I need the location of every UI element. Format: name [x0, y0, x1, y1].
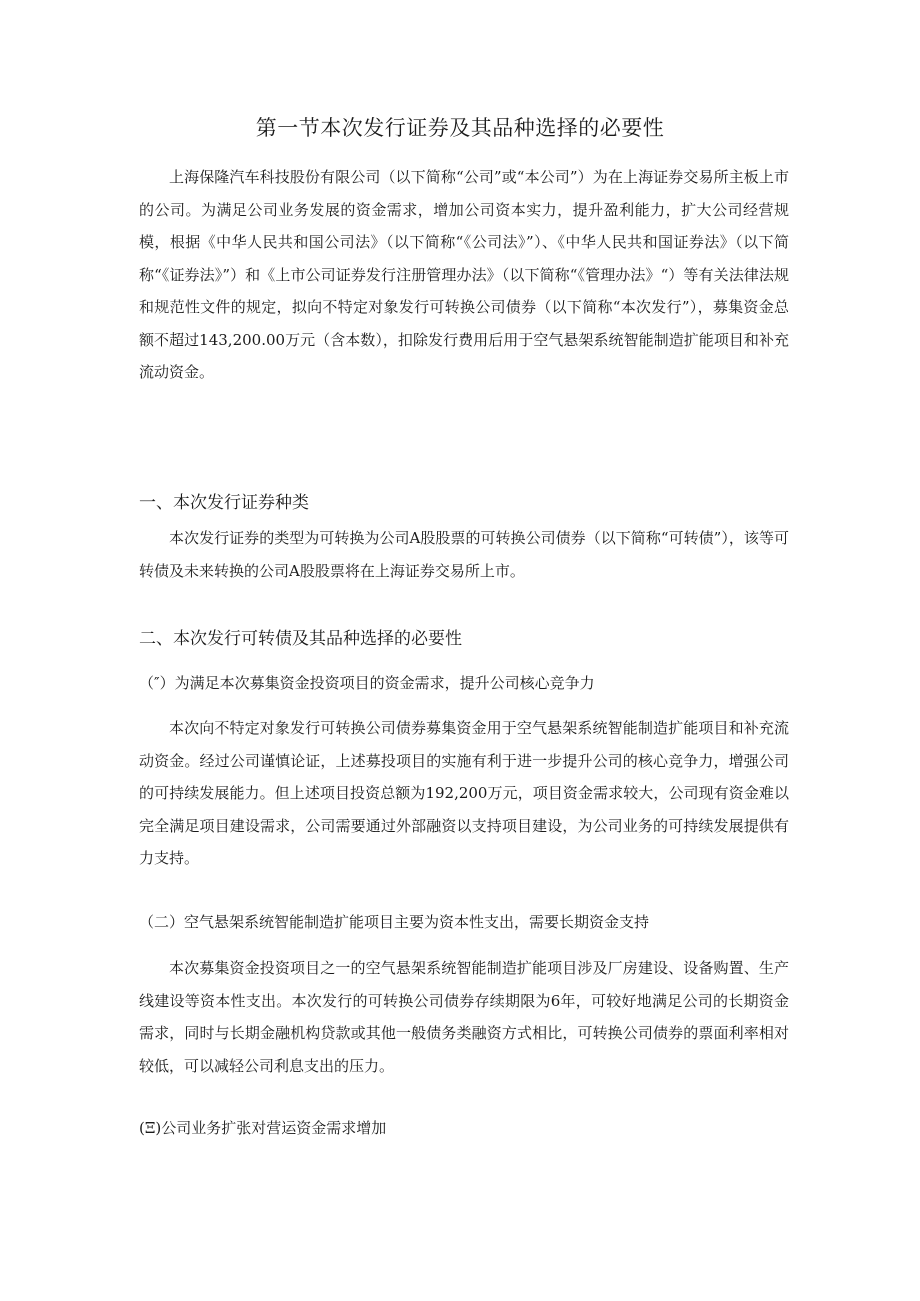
intro-paragraph: 上海保隆汽车科技股份有限公司（以下简称“公司”或“本公司”）为在上海证券交易所主板上市的公司。为满足公司业务发展的资金需求，增加公司资本实力，提升盈利能力，扩大公司经营规模，根据《中华人民共和国公司法》（以下简称“《公司法》”）、《中华人民共和国证券法》（以下简称“《证券法》”）和《上市公司证券发行注册管理办法》（以下简称“《管理办法》“）等有关法律法规和规范性文件的规定，拟向不特定对象发行可转换公司债券（以下简称“本次发行”），募集资金总额不超过143,200.00万元（含本数），扣除发行费用后用于空气悬架系统智能制造扩能项目和补充流动资金。	[139, 168, 789, 381]
subsection-3-heading: (Ξ)公司业务扩张对营运资金需求增加	[139, 1119, 387, 1137]
section-2-heading: 二、本次发行可转债及其品种选择的必要性	[139, 629, 462, 649]
subsection-2-paragraph: 本次募集资金投资项目之一的空气悬架系统智能制造扩能项目涉及厂房建设、设备购置、生产线建设等资本性支出。本次发行的可转换公司债券存续期限为6年，可较好地满足公司的长期资金需求，同时与长期金融机构贷款或其他一般债务类融资方式相比，可转换公司债券的票面利率相对较低，可以减轻公司利息支出的压力。	[139, 959, 789, 1075]
subsection-1-paragraph: 本次向不特定对象发行可转换公司债券募集资金用于空气悬架系统智能制造扩能项目和补充流动资金。经过公司谨慎论证，上述募投项目的实施有利于进一步提升公司的核心竞争力，增强公司的可持续发展能力。但上述项目投资总额为192,200万元，项目资金需求较大，公司现有资金难以完全满足项目建设需求，公司需要通过外部融资以支持项目建设，为公司业务的可持续发展提供有力支持。	[139, 719, 789, 867]
section-1-heading: 一、本次发行证券种类	[139, 493, 309, 513]
subsection-1-heading: （″）为满足本次募集资金投资项目的资金需求，提升公司核心竞争力	[139, 674, 595, 692]
section-1-paragraph: 本次发行证券的类型为可转换为公司A股股票的可转换公司债券（以下简称“可转债”），该等可转债及未来转换的公司A股股票将在上海证券交易所上市。	[139, 529, 789, 580]
subsection-2-heading: （二）空气悬架系统智能制造扩能项目主要为资本性支出，需要长期资金支持	[139, 913, 650, 931]
page-title: 第一节本次发行证券及其品种选择的必要性	[255, 116, 665, 140]
